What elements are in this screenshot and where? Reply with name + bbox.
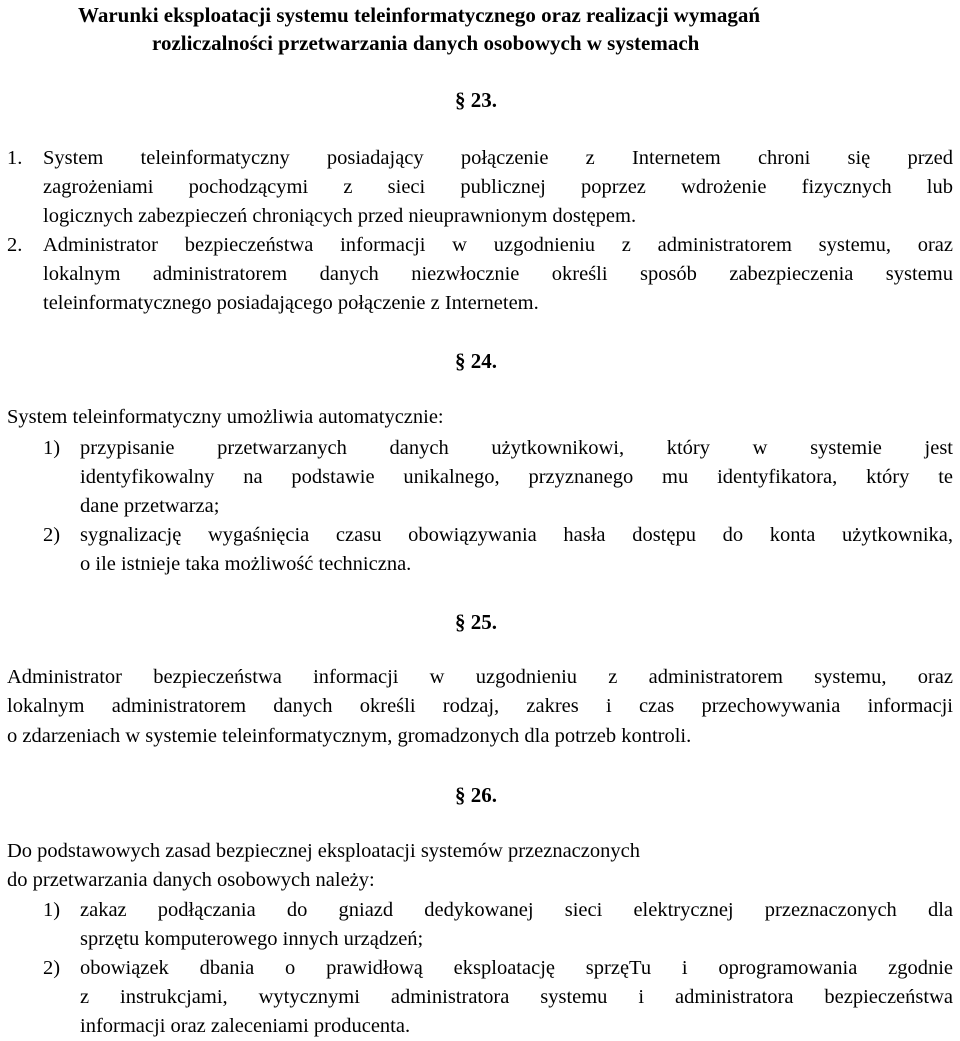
section-23-p2-number: 2. — [7, 234, 23, 256]
section-24-item2-number: 2) — [43, 524, 61, 546]
section-26-intro-line: do przetwarzania danych osobowych należy: — [7, 869, 375, 891]
section-24-item1-line: dane przetwarza; — [80, 495, 220, 517]
section-26-item1-line: zakaz podłączania do gniazd dedykowanej sieci elektrycznej przeznaczonych dla — [80, 899, 953, 921]
section-26-item2-line: informacji oraz zaleceniami producenta. — [80, 1015, 411, 1037]
section-26-heading: § 26. — [455, 783, 497, 807]
document-title-line-1: Warunki eksploatacji systemu teleinformatycznego oraz realizacji wymagań — [78, 3, 760, 27]
section-24-item2-line: sygnalizację wygaśnięcia czasu obowiązywania hasła dostępu do konta użytkownika, — [80, 524, 953, 546]
section-25-line: Administrator bezpieczeństwa informacji w uzgodnieniu z administratorem systemu, oraz — [7, 666, 953, 688]
section-26-item1-number: 1) — [43, 899, 61, 921]
section-24-item1-line: identyfikowalny na podstawie unikalnego, przyznanego mu identyfikatora, który te — [80, 466, 953, 488]
section-24-item1-number: 1) — [43, 437, 61, 459]
section-24-heading: § 24. — [455, 349, 497, 373]
section-26-item2-line: z instrukcjami, wytycznymi administratora systemu i administratora bezpieczeństwa — [80, 986, 953, 1008]
section-23-heading: § 23. — [455, 88, 497, 112]
section-24-item2-line: o ile istnieje taka możliwość techniczna. — [80, 553, 412, 575]
section-23-p1-line: System teleinformatyczny posiadający połączenie z Internetem chroni się przed — [43, 147, 953, 169]
section-26-item1-line: sprzętu komputerowego innych urządzeń; — [80, 928, 424, 950]
document-title-line-2: rozliczalności przetwarzania danych osobowych w systemach — [152, 31, 700, 55]
section-25-line: o zdarzeniach w systemie teleinformatycznym, gromadzonych dla potrzeb kontroli. — [7, 725, 692, 747]
section-23-p1-number: 1. — [7, 147, 23, 169]
section-23-p2-line: lokalnym administratorem danych niezwłocznie określi sposób zabezpieczenia systemu — [43, 263, 953, 285]
section-25-heading: § 25. — [455, 610, 497, 634]
section-24-item1-line: przypisanie przetwarzanych danych użytkownikowi, który w systemie jest — [80, 437, 953, 459]
section-24-intro: System teleinformatyczny umożliwia automatycznie: — [7, 406, 444, 428]
section-23-p1-line: zagrożeniami pochodzącymi z sieci publicznej poprzez wdrożenie fizycznych lub — [43, 176, 953, 198]
section-23-p2-line: teleinformatycznego posiadającego połączenie z Internetem. — [43, 292, 539, 314]
section-26-intro-line: Do podstawowych zasad bezpiecznej eksploatacji systemów przeznaczonych — [7, 840, 640, 862]
section-25-line: lokalnym administratorem danych określi rodzaj, zakres i czas przechowywania informacji — [7, 695, 953, 717]
section-26-item2-line: obowiązek dbania o prawidłową eksploatację sprzęTu i oprogramowania zgodnie — [80, 957, 953, 979]
section-23-p1-line: logicznych zabezpieczeń chroniących przed nieuprawnionym dostępem. — [43, 205, 637, 227]
section-26-item2-number: 2) — [43, 957, 61, 979]
section-23-p2-line: Administrator bezpieczeństwa informacji w uzgodnieniu z administratorem systemu, oraz — [43, 234, 953, 256]
